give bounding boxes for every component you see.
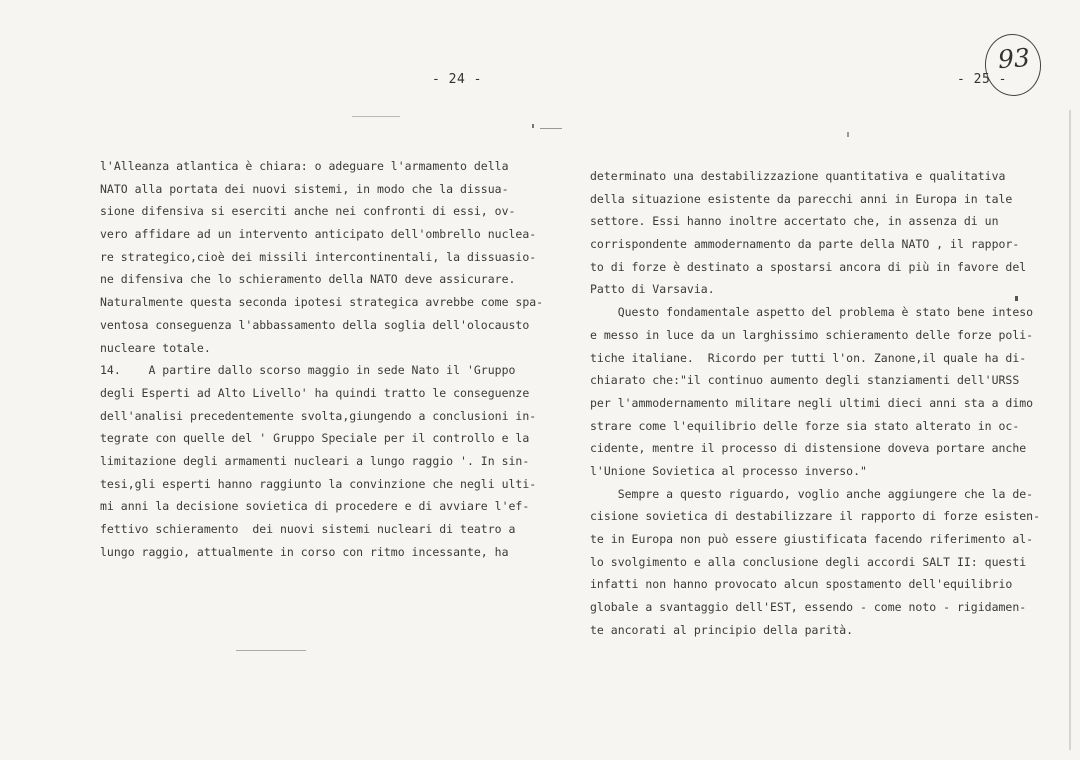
right-text-line: Sempre a questo riguardo, voglio anche aggiungere che la de- bbox=[590, 486, 1034, 501]
right-page-number: - 25 - bbox=[957, 72, 1007, 87]
right-text-line: cidente, mentre il processo di distensione doveva portare anche bbox=[590, 441, 1027, 456]
page-stamp-number: 93 bbox=[997, 42, 1031, 75]
left-text-line: limitazione degli armamenti nucleari a lungo raggio '. In sin- bbox=[100, 453, 530, 468]
right-text-line: per l'ammodernamento militare negli ultimi dieci anni sta a dimo bbox=[590, 395, 1034, 410]
right-page-text bbox=[590, 165, 1045, 641]
right-text-line: della situazione esistente da parecchi anni in Europa in tale bbox=[590, 191, 1013, 206]
left-text-line: lungo raggio, attualmente in corso con ritmo incessante, ha bbox=[100, 544, 509, 559]
right-text-line: determinato una destabilizzazione quantitativa e qualitativa bbox=[590, 169, 1006, 183]
left-page-number: - 24 - bbox=[432, 72, 482, 87]
page-edge-shadow bbox=[1069, 110, 1071, 750]
right-text-line: strare come l'equilibrio delle forze sia stato alterato in oc- bbox=[590, 418, 1020, 433]
underline-mark bbox=[236, 650, 306, 651]
scan-mark bbox=[532, 124, 534, 128]
left-text-line: l'Alleanza atlantica è chiara: o adeguare l'armamento della bbox=[100, 159, 509, 173]
left-text-line: ventosa conseguenza l'abbassamento della soglia dell'olocausto bbox=[100, 317, 530, 332]
right-text-line: infatti non hanno provocato alcun spostamento dell'equilibrio bbox=[590, 577, 1013, 592]
right-text-line: l'Unione Sovietica al processo inverso." bbox=[590, 463, 867, 478]
right-text-line: settore. Essi hanno inoltre accertato che, in assenza di un bbox=[590, 214, 999, 229]
right-text-line: corrispondente ammodernamento da parte della NATO , il rappor- bbox=[590, 237, 1020, 252]
left-text-line: sione difensiva si eserciti anche nei confronti di essi, ov- bbox=[100, 204, 516, 219]
right-text-line: Questo fondamentale aspetto del problema è stato bene inteso bbox=[590, 305, 1034, 320]
left-text-line: 14. A partire dallo scorso maggio in sede Nato il 'Gruppo bbox=[100, 363, 516, 378]
right-text-line: Patto di Varsavia. bbox=[590, 282, 715, 297]
left-text-line: tesi,gli esperti hanno raggiunto la convinzione che negli ulti- bbox=[100, 476, 537, 491]
right-text-line: to di forze è destinato a spostarsi ancora di più in favore del bbox=[590, 259, 1027, 274]
left-text-line: nucleare totale. bbox=[100, 340, 211, 355]
right-text-line: lo svolgimento e alla conclusione degli accordi SALT II: questi bbox=[590, 554, 1027, 569]
scan-mark bbox=[847, 132, 849, 137]
left-text-line: degli Esperti ad Alto Livello' ha quindi tratto le conseguenze bbox=[100, 385, 530, 400]
left-page-text bbox=[100, 155, 560, 563]
left-text-line: ne difensiva che lo schieramento della NATO deve assicurare. bbox=[100, 272, 516, 287]
left-text-line: NATO alla portata dei nuovi sistemi, in modo che la dissua- bbox=[100, 181, 509, 196]
right-text-line: te in Europa non può essere giustificata facendo riferimento al- bbox=[590, 532, 1034, 546]
left-text-line: mi anni la decisione sovietica di procedere e di avviare l'ef- bbox=[100, 499, 530, 514]
right-text-line: chiarato che:"il continuo aumento degli stanziamenti dell'URSS bbox=[590, 373, 1020, 388]
right-text-line: cisione sovietica di destabilizzare il rapporto di forze esisten- bbox=[590, 509, 1041, 524]
left-text-line: Naturalmente questa seconda ipotesi strategica avrebbe come spa- bbox=[100, 295, 544, 310]
scan-mark bbox=[352, 116, 400, 117]
left-text-line: tegrate con quelle del ' Gruppo Speciale per il controllo e la bbox=[100, 431, 530, 446]
scan-mark bbox=[540, 128, 562, 129]
left-text-line: re strategico,cioè dei missili intercontinentali, la dissuasio- bbox=[100, 249, 537, 264]
left-text-line: fettivo schieramento dei nuovi sistemi nucleari di teatro a bbox=[100, 522, 516, 536]
right-text-line: e messo in luce da un larghissimo schieramento delle forze poli- bbox=[590, 327, 1034, 342]
left-text-line: vero affidare ad un intervento anticipato dell'ombrello nuclea- bbox=[100, 227, 537, 242]
right-text-line: globale a svantaggio dell'EST, essendo - come noto - rigidamen- bbox=[590, 600, 1027, 615]
left-text-line: dell'analisi precedentemente svolta,giungendo a conclusioni in- bbox=[100, 408, 537, 423]
right-text-line: tiche italiane. Ricordo per tutti l'on. Zanone,il quale ha di- bbox=[590, 350, 1027, 365]
right-text-line: te ancorati al principio della parità. bbox=[590, 622, 854, 637]
